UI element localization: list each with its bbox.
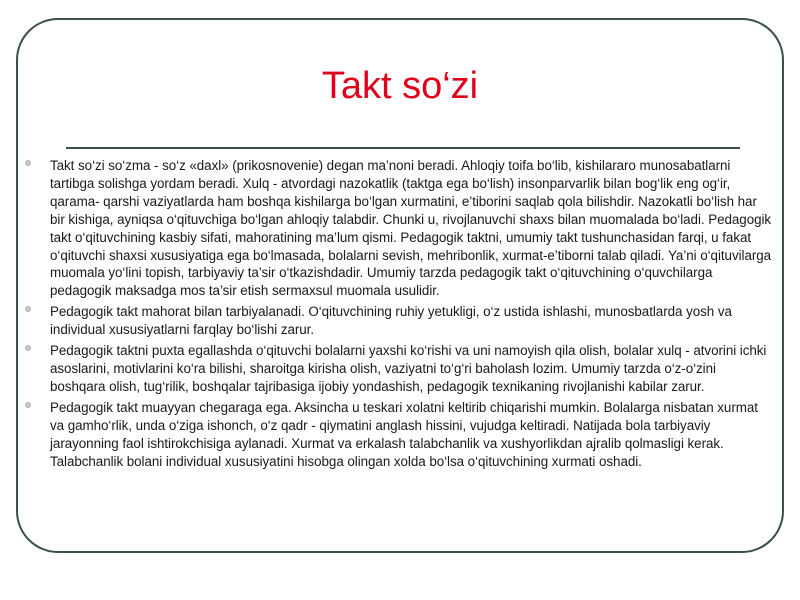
- slide-title: Takt so‘zi: [321, 65, 479, 107]
- bullet-list: [50, 157, 775, 473]
- bullet-item-4: [50, 399, 775, 471]
- bullet-dot-icon: [25, 402, 31, 408]
- bullet-text: Pedagogik takt mahorat bilan tarbiyalanadi. O‘qituvchining ruhiy yetukligi, o‘z ustida ishlashi, munosbatlarda yosh va individual xususiyatlarni farqlay bo‘lishi zarur.: [50, 304, 732, 338]
- bullet-item-2: [50, 303, 775, 339]
- title-divider: [66, 147, 740, 149]
- bullet-text: Pedagogik takt muayyan chegaraga ega. Aksincha u teskari xolatni keltirib chiqarishi mumkin. Bolalarga nisbatan xurmat va gamho‘rlik, unda o‘ziga ishonch, o‘z qadr - qiymatini anglash hissini, vujudga keltiradi. Natijada bola tarbiyaviy jarayonning faol ishtirokchisiga aylanadi. Xurmat va erkalash talabchanlik va xushyorlikdan ajralib qolmasligi kerak. Talabchanlik bolani individual xususiyatini hisobga olingan xolda bo‘lsa o‘qituvchining xurmati oshadi.: [50, 399, 758, 469]
- bullet-text: Pedagogik taktni puxta egallashda o‘qituvchi bolalarni yaxshi ko‘rishi va uni namoyish qila olish, bolalar xulq - atvorini ichki asoslarini, motivlarini ko‘ra bilishi, sharoitga kirisha olish, vaziyatni to‘g‘ri baholash lozim. Umumiy tarzda o‘z-o‘zini boshqara olish, tug‘rilik, boshqalar tajribasiga ijobiy yondashish, pedagogik texnikaning rivojlanishi kabilar zarur.: [50, 343, 767, 394]
- bullet-item-3: [50, 342, 775, 396]
- bullet-dot-icon: [25, 160, 31, 166]
- bullet-text: Takt so‘zi so‘zma - so‘z «daxl» (prikosnovenie) degan ma’noni beradi. Ahloqiy toifa bo‘lib, kishilararo munosabatlarni tartibga solishga yordam beradi. Xulq - atvordagi nazokatlik (taktga ega bo‘lish) insonparvarlik bilan bog‘lik eng og‘ir, qarama- qarshi vaziyatlarda ham boshqa kishilarga bo‘lgan xurmatini, e’tiborini saqlab qola bilishdir. Nazokatli bo‘lish har bir kishiga, ayniqsa o‘qituvchiga bo‘lgan ahloqiy talabdir. Chunki u, rivojlanuvchi shaxs bilan muomalada bo‘ladi. Pedagogik takt o‘qituvchining kasbiy sifati, mahoratining ma’lum qismi. Pedagogik taktni, umumiy takt tushunchasidan farqi, u fakat o‘qituvchi shaxsi xususiyatiga ega bo‘lmasada, bolalarni sevish, mehribonlik, xurmat-e’tiborni talab qiladi. Ya’ni o‘qituvilarga muomala yo‘lini topish, tarbiyaviy ta’sir o‘tkazishdadir. Umumiy tarzda pedagogik takt o‘qituvchining o‘quvchilarga pedagogik maksadga mos ta’sir etish sermaxsul muomala usulidir.: [50, 158, 772, 299]
- bullet-item-1: [50, 157, 775, 300]
